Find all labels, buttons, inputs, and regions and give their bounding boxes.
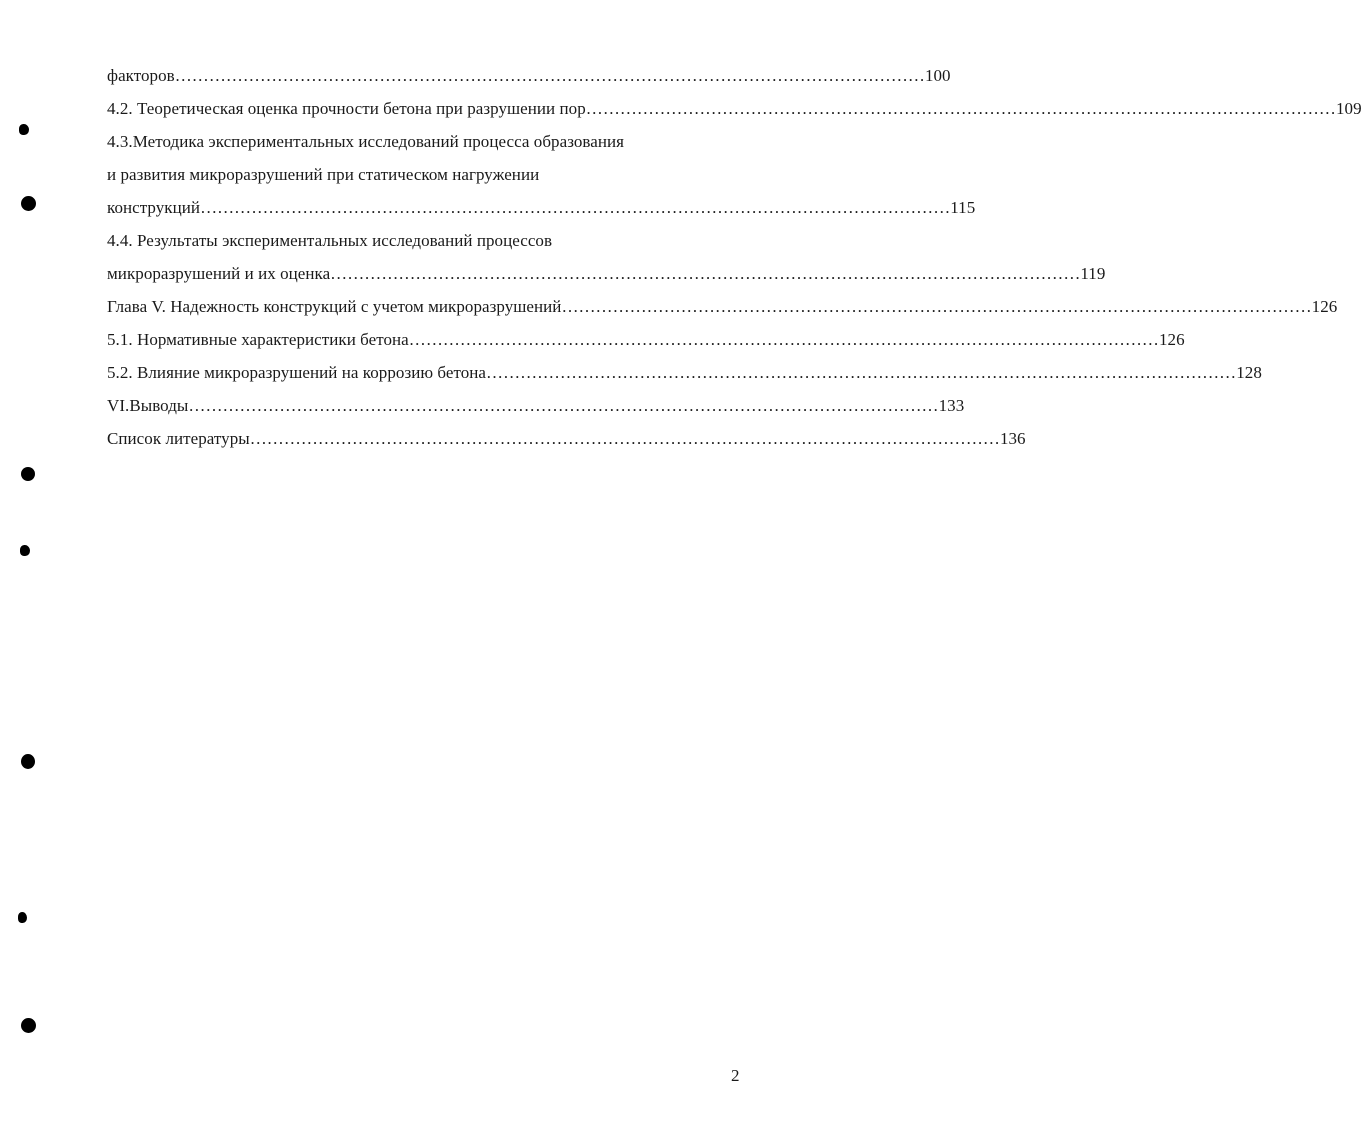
toc-entry-title: Список литературы: [107, 429, 250, 448]
toc-entry: [107, 196, 976, 220]
toc-entry: [107, 97, 1362, 121]
toc-entry: [107, 427, 1026, 451]
binder-hole-mark: [21, 754, 35, 769]
toc-page-number: 100: [924, 66, 951, 85]
toc-page-number: 128: [1236, 363, 1262, 382]
toc-entry: [107, 328, 1185, 352]
binder-hole-mark: [21, 1018, 36, 1033]
toc-entry-title: VI.Выводы: [107, 396, 189, 415]
page-number: 2: [731, 1066, 740, 1085]
toc-entry-title: Глава V. Надежность конструкций с учетом микроразрушений: [107, 297, 562, 316]
toc-page-number: 136: [999, 429, 1026, 448]
binder-hole-mark: [20, 545, 30, 556]
toc-leader-dots: ……………………………………………………………………………………………………………………: [408, 330, 1159, 349]
toc-page-number: 133: [938, 396, 965, 415]
toc-leader-dots: ……………………………………………………………………………………………………………………: [561, 297, 1312, 316]
toc-page-number: 109: [1335, 99, 1362, 118]
binder-hole-mark: [21, 196, 36, 211]
binder-hole-mark: [18, 912, 27, 923]
toc-page-number: 119: [1080, 264, 1106, 283]
toc-leader-dots: ……………………………………………………………………………………………………………………: [249, 429, 1000, 448]
toc-leader-dots: ……………………………………………………………………………………………………………………: [188, 396, 939, 415]
toc-leader-dots: ……………………………………………………………………………………………………………………: [486, 363, 1237, 382]
binder-hole-mark: [19, 124, 29, 135]
toc-page-number: 126: [1311, 297, 1338, 316]
toc-entry-title: 5.1. Нормативные характеристики бетона: [107, 330, 409, 349]
toc-entry-title: 4.2. Теоретическая оценка прочности бетона при разрушении пор: [107, 99, 586, 118]
toc-leader-dots: ……………………………………………………………………………………………………………………: [174, 66, 925, 85]
toc-leader-dots: ……………………………………………………………………………………………………………………: [330, 264, 1081, 283]
toc-entry-title: микроразрушений и их оценка: [107, 264, 331, 283]
toc-entry-title: 4.4. Результаты экспериментальных исследований процессов: [107, 231, 553, 250]
toc-entry: [107, 394, 965, 418]
toc-page-number: 126: [1158, 330, 1185, 349]
toc-entry-title: 5.2. Влияние микроразрушений на коррозию бетона: [107, 363, 487, 382]
toc-entry: [107, 64, 951, 88]
toc-entry-title: и развития микроразрушений при статическом нагружении: [107, 165, 540, 184]
toc-page-number: 115: [950, 198, 976, 217]
toc-entry-title: 4.3.Методика экспериментальных исследований процесса образования: [107, 132, 625, 151]
toc-leader-dots: ……………………………………………………………………………………………………………………: [200, 198, 951, 217]
binder-hole-mark: [21, 467, 35, 481]
toc-entry: [107, 361, 1262, 385]
toc-leader-dots: ……………………………………………………………………………………………………………………: [585, 99, 1336, 118]
toc-entry-title: факторов: [107, 66, 175, 85]
toc-entry: [107, 295, 1338, 319]
toc-entry: [107, 262, 1106, 286]
toc-entry-title: конструкций: [107, 198, 201, 217]
